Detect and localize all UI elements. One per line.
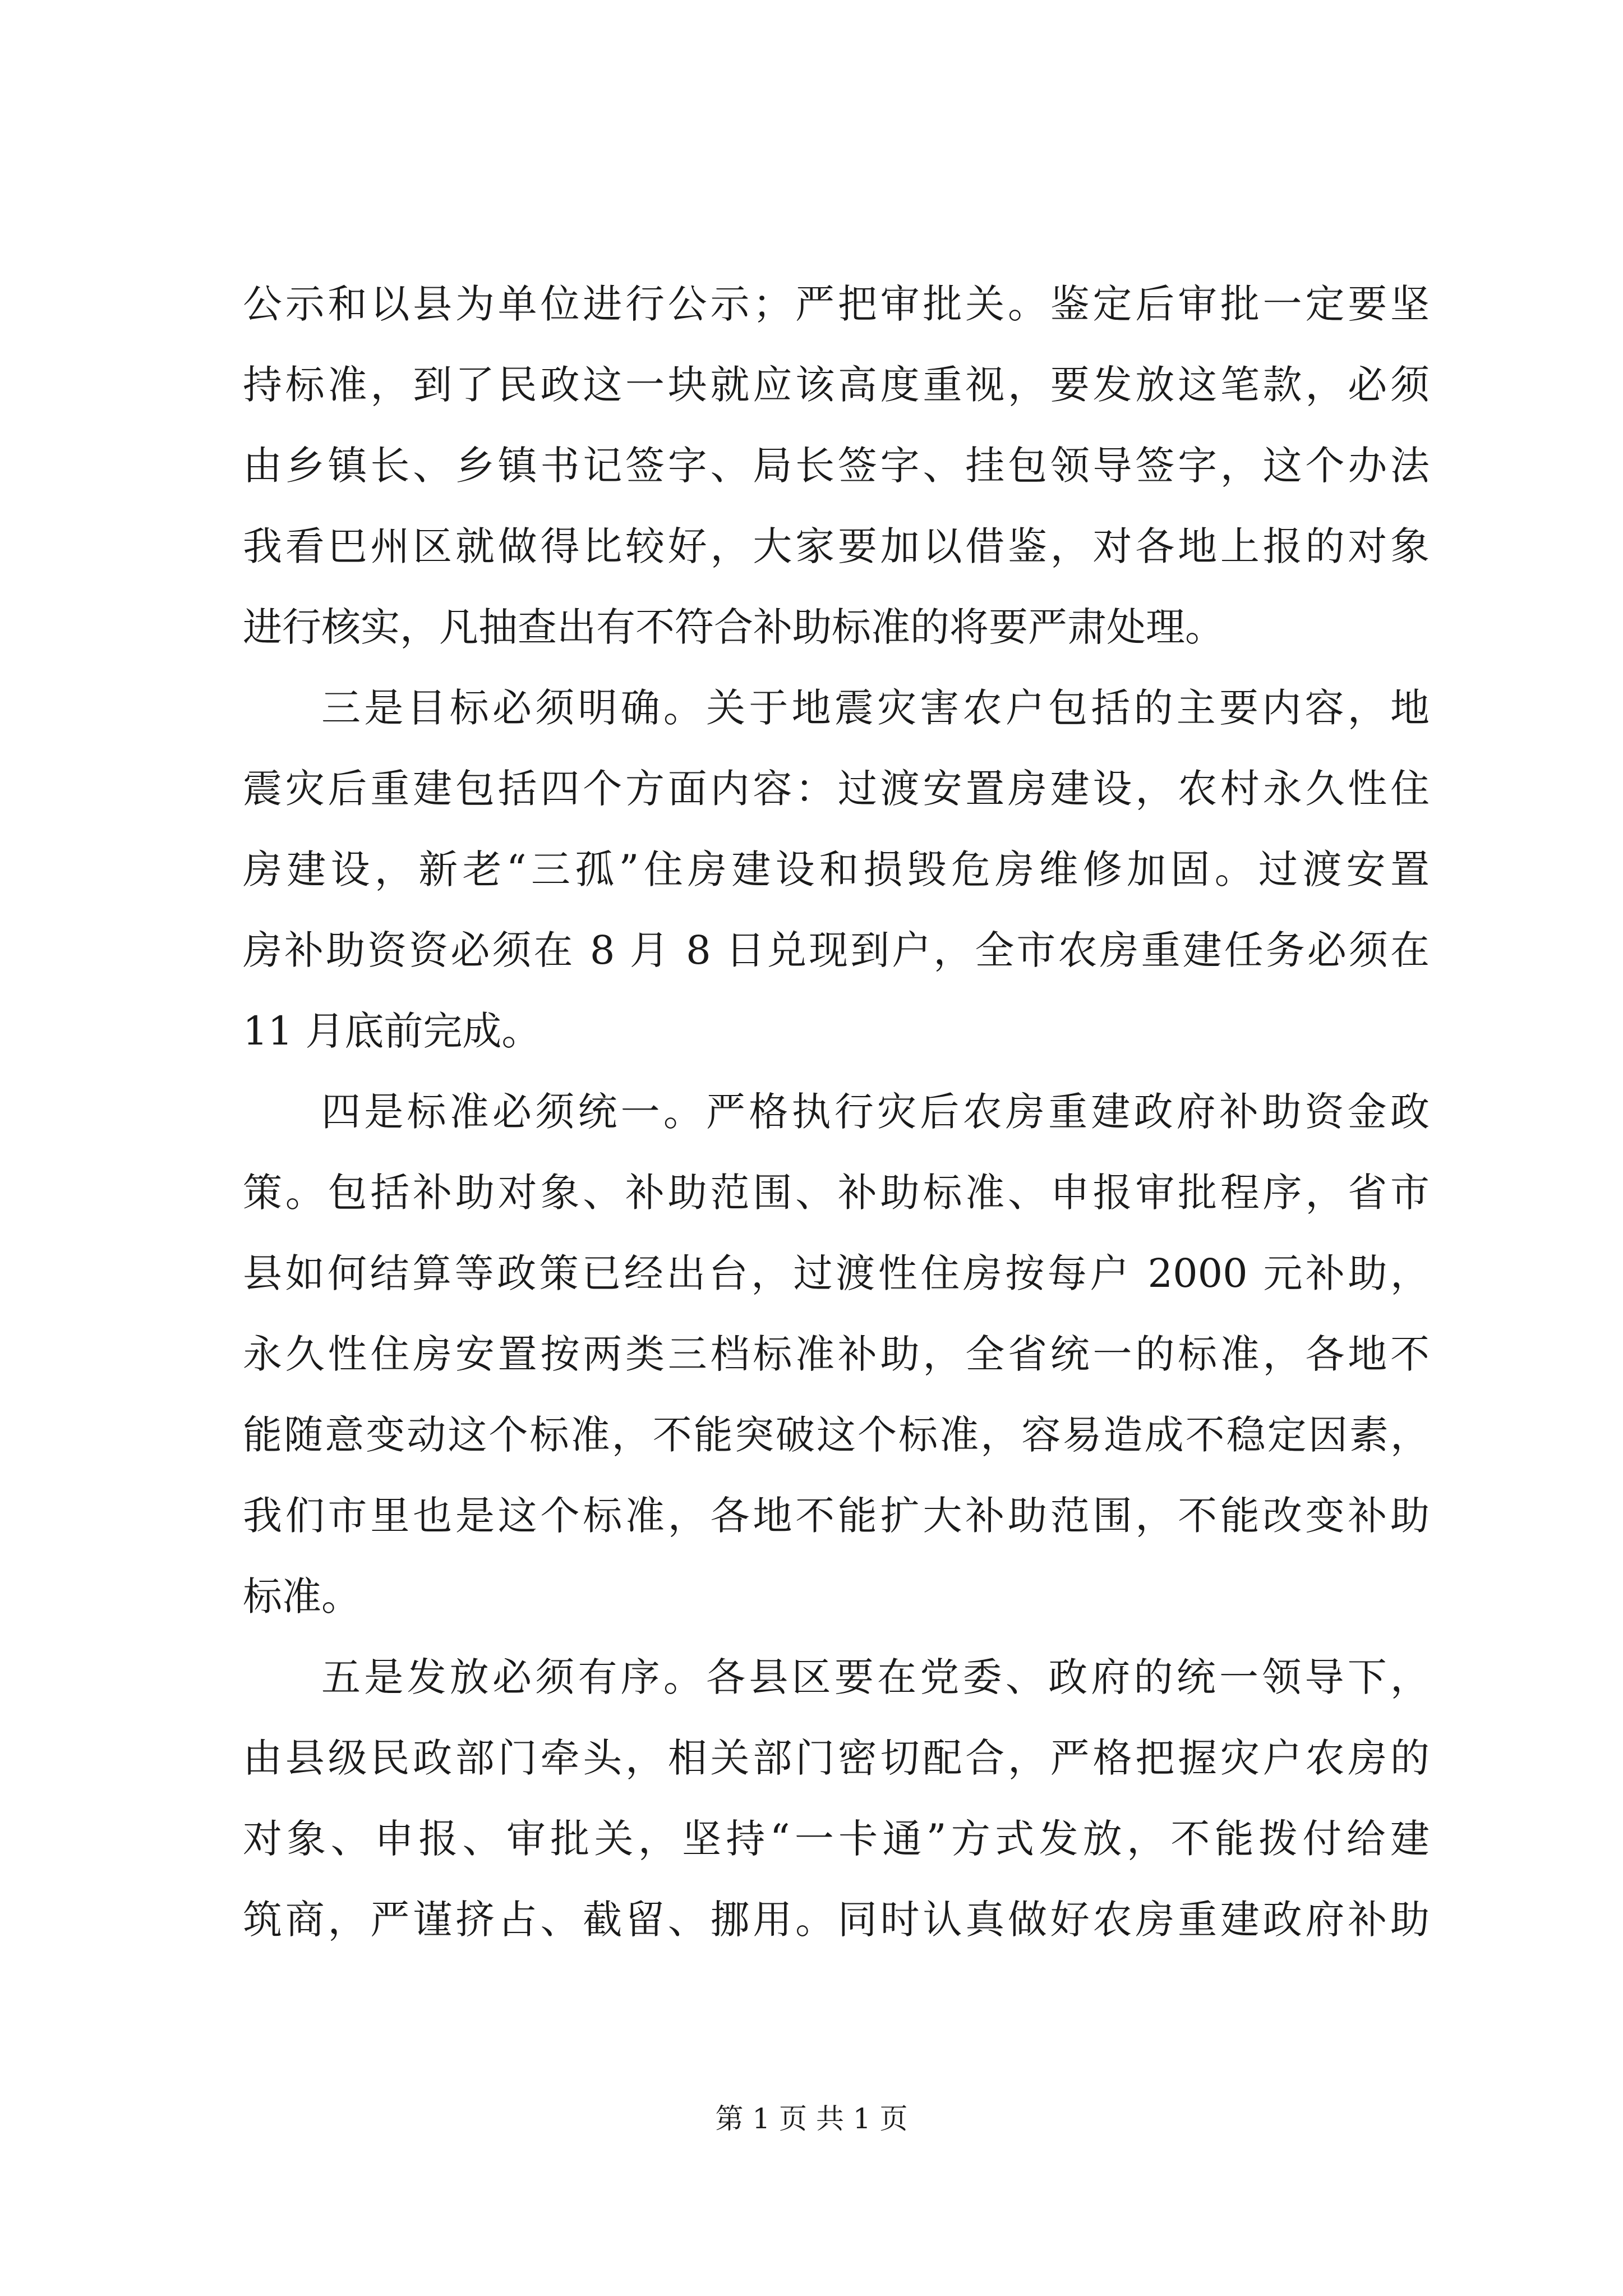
text-line: 策。包括补助对象、补助范围、补助标准、申报审批程序，省市 [243, 1170, 1430, 1216]
text-line: 五是发放必须有序。各县区要在党委、政府的统一领导下， [321, 1654, 1430, 1700]
text-line: 持标准，到了民政这一块就应该高度重视，要发放这笔款，必须 [243, 362, 1430, 408]
text-line: 由乡镇长、乡镇书记签字、局长签字、挂包领导签字，这个办法 [243, 443, 1430, 489]
text-line: 能随意变动这个标准，不能突破这个标准，容易造成不稳定因素， [243, 1412, 1430, 1458]
document-body [243, 264, 1430, 1960]
text-line: 房补助资资必须在 8 月 8 日兑现到户，全市农房重建任务必须在 [243, 927, 1430, 973]
text-line: 对象、申报、审批关，坚持“一卡通”方式发放，不能拨付给建 [243, 1816, 1430, 1862]
text-line: 公示和以县为单位进行公示；严把审批关。鉴定后审批一定要坚 [243, 281, 1430, 327]
text-line: 我们市里也是这个标准，各地不能扩大补助范围，不能改变补助 [243, 1493, 1430, 1539]
text-line: 筑商，严谨挤占、截留、挪用。同时认真做好农房重建政府补助 [243, 1897, 1430, 1943]
text-line: 我看巴州区就做得比较好，大家要加以借鉴，对各地上报的对象 [243, 523, 1430, 569]
text-line: 进行核实，凡抽查出有不符合补助标准的将要严肃处理。 [243, 604, 1224, 650]
text-line: 标准。 [243, 1573, 361, 1619]
text-line: 三是目标必须明确。关于地震灾害农户包括的主要内容，地 [321, 685, 1430, 731]
text-line: 震灾后重建包括四个方面内容：过渡安置房建设，农村永久性住 [243, 766, 1430, 812]
text-line: 永久性住房安置按两类三档标准补助，全省统一的标准，各地不 [243, 1331, 1430, 1377]
text-line: 县如何结算等政策已经出台，过渡性住房按每户 2000 元补助， [243, 1250, 1430, 1296]
page-footer: 第 1 页 共 1 页 [715, 2102, 908, 2135]
text-line: 由县级民政部门牵头，相关部门密切配合，严格把握灾户农房的 [243, 1735, 1430, 1781]
text-line: 11 月底前完成。 [243, 1008, 541, 1054]
text-line: 四是标准必须统一。严格执行灾后农房重建政府补助资金政 [321, 1089, 1430, 1135]
text-line: 房建设，新老“三孤”住房建设和损毁危房维修加固。过渡安置 [243, 846, 1430, 892]
